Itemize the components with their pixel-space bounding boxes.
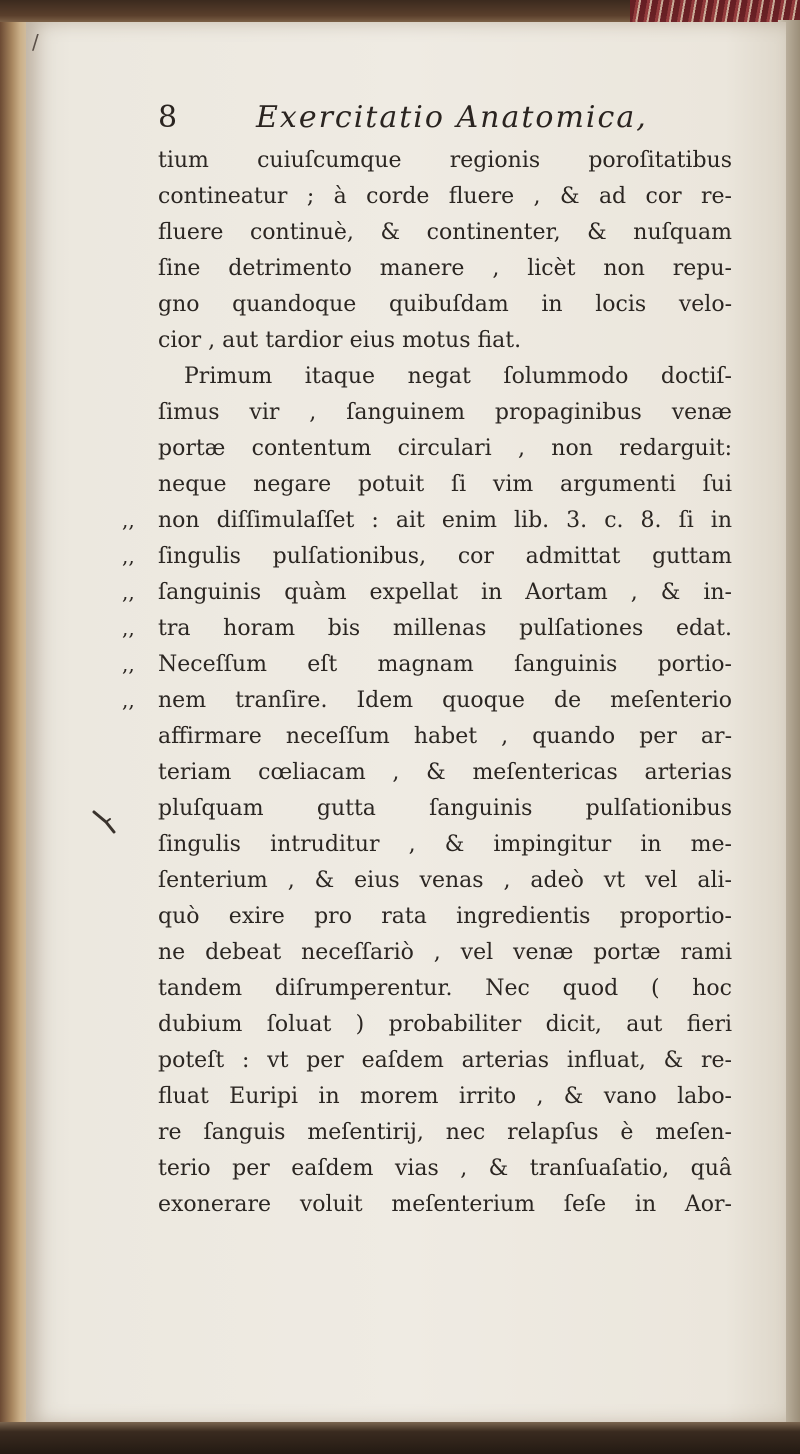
- text-line: ſingulis pulſationibus, cor admittat guttam: [158, 544, 732, 569]
- text-line: pluſquam gutta ſanguinis pulſationibus: [158, 796, 732, 821]
- text-line: portæ contentum circulari , non redarguit:: [158, 436, 732, 461]
- text-line: tium cuiuſcumque regionis poroſitatibus: [158, 148, 732, 173]
- text-line: fluere continuè, & continenter, & nuſquam: [158, 220, 732, 245]
- body-text: [158, 143, 732, 1223]
- text-line: gno quandoque quibuſdam in locis velo-: [158, 292, 732, 317]
- text-line: ne debeat neceſſariò , vel venæ portæ rami: [158, 940, 732, 965]
- text-line: re ſanguis meſentirij, nec relapſus è meſen-: [158, 1120, 732, 1145]
- text-line: dubium ſoluat ) probabiliter dicit, aut fieri: [158, 1012, 732, 1037]
- pencil-slash-mark: /: [32, 30, 39, 54]
- text-line: teriam cœliacam , & meſentericas arterias: [158, 760, 732, 785]
- text-line: tandem diſrumperentur. Nec quod ( hoc: [158, 976, 732, 1001]
- margin-quote-mark: ,,: [122, 508, 135, 532]
- text-line: non diſſimulaſſet : ait enim lib. 3. c. 8. ſi in: [158, 508, 732, 533]
- running-head: Exercitatio Anatomica,: [256, 100, 648, 135]
- page-number: 8: [158, 100, 178, 135]
- margin-quote-mark: ,,: [122, 688, 135, 712]
- bookmark-ribbon: [630, 0, 800, 22]
- text-line: contineatur ; à corde fluere , & ad cor re-: [158, 184, 732, 209]
- text-line: ſenterium , & eius venas , adeò vt vel ali-: [158, 868, 732, 893]
- text-line: neque negare potuit ſi vim argumenti ſui: [158, 472, 732, 497]
- text-line: exonerare voluit meſenterium ſeſe in Aor-: [158, 1192, 732, 1217]
- text-line: ſine detrimento manere , licèt non repu-: [158, 256, 732, 281]
- margin-quote-mark: ,,: [122, 616, 135, 640]
- text-line: Primum itaque negat ſolummodo doctiſ-: [184, 364, 732, 389]
- text-line: poteſt : vt per eaſdem arterias influat, & re-: [158, 1048, 732, 1073]
- text-line: quò exire pro rata ingredientis proportio-: [158, 904, 732, 929]
- text-line: ſanguinis quàm expellat in Aortam , & in-: [158, 580, 732, 605]
- margin-quote-marks: [122, 502, 152, 718]
- text-line: tra horam bis millenas pulſationes edat.: [158, 616, 732, 641]
- pencil-check-mark: [92, 806, 126, 836]
- text-line: affirmare neceſſum habet , quando per ar-: [158, 724, 732, 749]
- text-line: Neceſſum eſt magnam ſanguinis portio-: [158, 652, 732, 677]
- text-line: ſingulis intruditur , & impingitur in me-: [158, 832, 732, 857]
- bottom-page-edge: [0, 1422, 800, 1454]
- text-line: terio per eaſdem vias , & tranſuaſatio, quâ: [158, 1156, 732, 1181]
- margin-quote-mark: ,,: [122, 652, 135, 676]
- page-header: [158, 100, 758, 148]
- text-line: fluat Euripi in morem irrito , & vano labo-: [158, 1084, 732, 1109]
- margin-quote-mark: ,,: [122, 544, 135, 568]
- text-line: nem tranſire. Idem quoque de meſenterio: [158, 688, 732, 713]
- text-line: cior , aut tardior eius motus fiat.: [158, 328, 522, 353]
- margin-quote-mark: ,,: [122, 580, 135, 604]
- text-line: ſimus vir , ſanguinem propaginibus venæ: [158, 400, 732, 425]
